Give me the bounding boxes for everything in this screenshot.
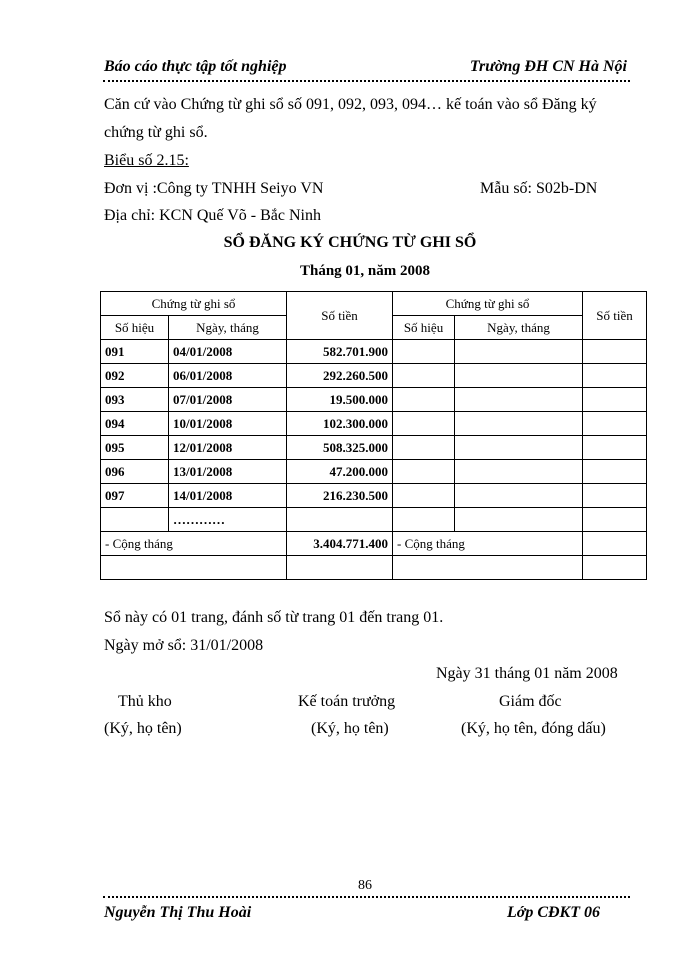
number-header-left: Số hiệu	[101, 316, 169, 340]
signature-note-director: (Ký, họ tên, đóng dấu)	[461, 720, 606, 737]
date-header-left: Ngày, tháng	[169, 316, 287, 340]
date-header-right: Ngày, tháng	[455, 316, 583, 340]
signature-title-storekeeper: Thủ kho	[118, 693, 172, 710]
intro-line-1: Căn cứ vào Chứng từ ghi sổ số 091, 092, 093, 094… kế toán vào sổ Đăng ký	[104, 96, 597, 113]
number-header-right: Số hiệu	[393, 316, 455, 340]
table-row	[101, 340, 647, 364]
table-row-empty	[101, 556, 647, 580]
page-number: 86	[358, 878, 372, 893]
table-row	[101, 484, 647, 508]
signature-note-chief-accountant: (Ký, họ tên)	[311, 720, 389, 737]
row-amount: 216.230.500	[287, 484, 393, 508]
opened-date-note: Ngày mở sổ: 31/01/2008	[104, 637, 264, 654]
signature-title-director: Giám đốc	[499, 693, 562, 710]
form-label: Biểu số 2.15:	[104, 152, 189, 169]
table-row	[101, 388, 647, 412]
row-number: 094	[101, 412, 169, 436]
row-date: 04/01/2008	[169, 340, 287, 364]
header-report-title: Báo cáo thực tập tốt nghiệp	[104, 58, 287, 75]
footer-class: Lớp CĐKT 06	[506, 904, 600, 921]
ledger-table	[100, 291, 647, 580]
intro-line-2: chứng từ ghi sổ.	[104, 124, 208, 141]
footer-author: Nguyễn Thị Thu Hoài	[104, 904, 252, 921]
total-amount: 3.404.771.400	[287, 532, 393, 556]
row-number: 097	[101, 484, 169, 508]
document-title: SỔ ĐĂNG KÝ CHỨNG TỪ GHI SỔ	[223, 234, 477, 251]
row-date: 14/01/2008	[169, 484, 287, 508]
header-school-name: Trường ĐH CN Hà Nội	[469, 58, 627, 75]
group-header-right: Chứng từ ghi sổ	[393, 292, 583, 316]
table-row-ellipsis	[101, 508, 647, 532]
row-number: 093	[101, 388, 169, 412]
total-label-left: - Cộng tháng	[101, 532, 287, 556]
row-amount: 102.300.000	[287, 412, 393, 436]
signature-title-chief-accountant: Kế toán trưởng	[298, 693, 396, 710]
table-row	[101, 364, 647, 388]
row-date: 12/01/2008	[169, 436, 287, 460]
table-row	[101, 460, 647, 484]
table-row	[101, 412, 647, 436]
row-date: 10/01/2008	[169, 412, 287, 436]
table-row	[101, 436, 647, 460]
row-number: 092	[101, 364, 169, 388]
document-subtitle: Tháng 01, năm 2008	[299, 263, 431, 279]
unit-name: Đơn vị :Công ty TNHH Seiyo VN	[104, 180, 324, 197]
row-amount: 292.260.500	[287, 364, 393, 388]
amount-header-right: Số tiền	[583, 292, 647, 340]
row-date: 07/01/2008	[169, 388, 287, 412]
row-amount: 582.701.900	[287, 340, 393, 364]
total-label-right: - Cộng tháng	[393, 532, 583, 556]
signature-note-storekeeper: (Ký, họ tên)	[104, 720, 182, 737]
group-header-left: Chứng từ ghi sổ	[101, 292, 287, 316]
table-row-total	[101, 532, 647, 556]
footer-divider	[103, 896, 630, 898]
row-amount: 19.500.000	[287, 388, 393, 412]
row-number: 091	[101, 340, 169, 364]
form-code: Mẫu số: S02b-DN	[480, 180, 598, 197]
row-number: 096	[101, 460, 169, 484]
pages-note: Sổ này có 01 trang, đánh số từ trang 01 đến trang 01.	[104, 609, 444, 626]
row-amount: 47.200.000	[287, 460, 393, 484]
row-date: 13/01/2008	[169, 460, 287, 484]
signing-date: Ngày 31 tháng 01 năm 2008	[436, 665, 618, 682]
row-amount: 508.325.000	[287, 436, 393, 460]
row-date: 06/01/2008	[169, 364, 287, 388]
header-divider	[103, 80, 630, 82]
address: Địa chỉ: KCN Quế Võ - Bắc Ninh	[104, 207, 321, 224]
ellipsis: …………	[169, 508, 287, 532]
row-number: 095	[101, 436, 169, 460]
amount-header-left: Số tiền	[287, 292, 393, 340]
